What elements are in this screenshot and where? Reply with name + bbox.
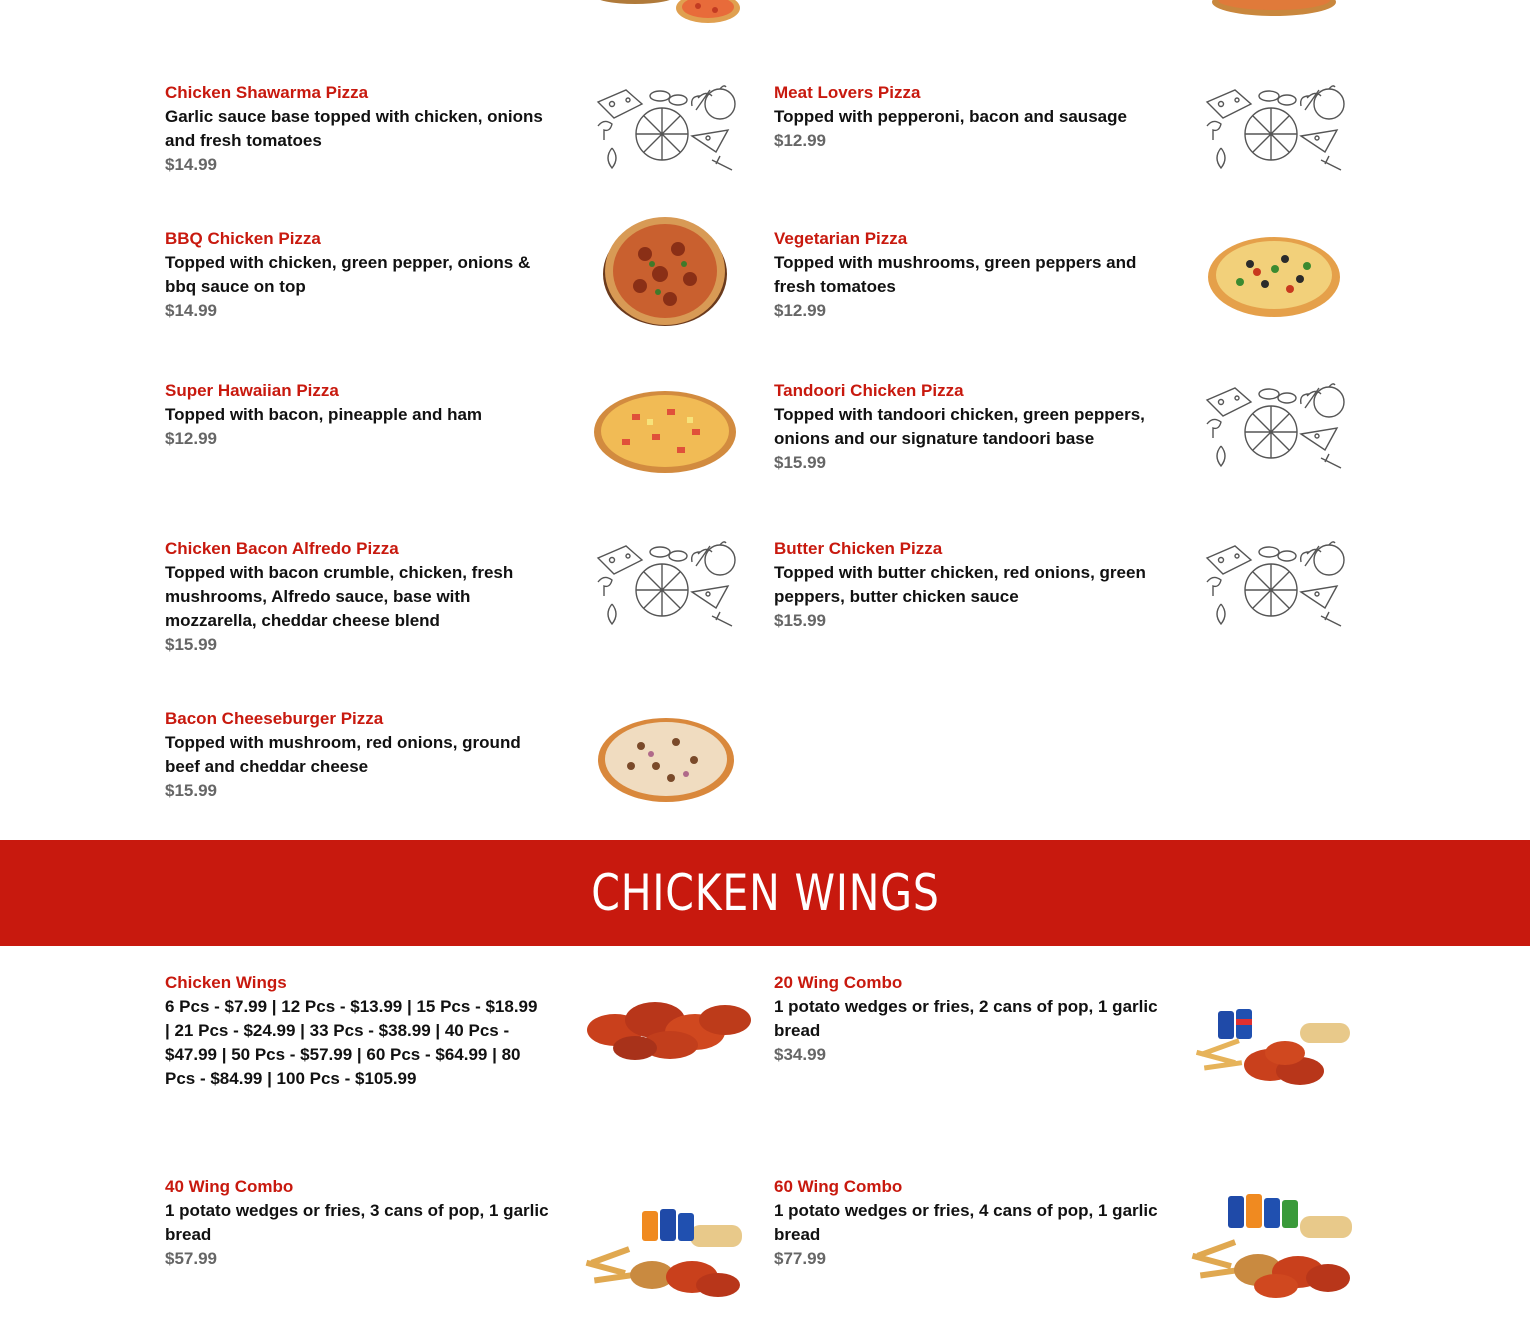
wing-combo-photo [1190,1005,1356,1093]
menu-item-tandoori-chicken-pizza [774,379,1164,475]
item-price: $57.99 [165,1249,217,1268]
menu-item-20-wing-combo [774,971,1164,1067]
item-description: 1 potato wedges or fries, 4 cans of pop, 1 garlic bread [774,1201,1158,1244]
item-price: $14.99 [165,301,217,320]
wings-photo [580,990,756,1066]
item-price: $15.99 [165,781,217,800]
menu-item-vegetarian-pizza [774,227,1164,323]
item-description: Topped with bacon crumble, chicken, fresh mushrooms, Alfredo sauce, base with mozzarella, cheddar cheese blend [165,563,514,630]
pizza-sketch-icon [592,540,740,628]
item-price: $12.99 [774,131,826,150]
item-name: Bacon Cheeseburger Pizza [165,709,384,728]
item-name: Chicken Shawarma Pizza [165,83,369,102]
item-name: Chicken Bacon Alfredo Pizza [165,539,399,558]
item-description: Topped with mushroom, red onions, ground beef and cheddar cheese [165,733,521,776]
item-description: Topped with pepperoni, bacon and sausage [774,107,1127,126]
menu-item-butter-chicken-pizza [774,537,1164,633]
item-name: 40 Wing Combo [165,1177,294,1196]
menu-item-chicken-wings [165,971,545,1091]
section-title: CHICKEN WINGS [590,864,940,922]
item-name: Meat Lovers Pizza [774,83,921,102]
menu-item-60-wing-combo [774,1175,1164,1271]
item-price: $34.99 [774,1045,826,1064]
item-price: $15.99 [165,635,217,654]
cheeseburger-pizza-photo [596,716,736,804]
chicken-wings-section-banner [0,840,1530,946]
item-description: 1 potato wedges or fries, 2 cans of pop, 1 garlic bread [774,997,1158,1040]
wing-combo-photo [1190,1190,1358,1302]
item-price: $12.99 [165,429,217,448]
item-name: 20 Wing Combo [774,973,903,992]
item-name: Tandoori Chicken Pizza [774,381,964,400]
menu-item-meat-lovers-pizza [774,81,1164,153]
menu-item-40-wing-combo [165,1175,555,1271]
pizza-photo-cropped-right [1208,0,1348,20]
pizza-sketch-icon [1201,382,1349,470]
item-name: Super Hawaiian Pizza [165,381,339,400]
pizza-photo-cropped-left [590,0,750,28]
item-description: Topped with chicken, green pepper, onions & bbq sauce on top [165,253,531,296]
hawaiian-pizza-photo [592,389,738,475]
item-description: Topped with tandoori chicken, green peppers, onions and our signature tandoori base [774,405,1145,448]
item-price: $15.99 [774,611,826,630]
item-description: Topped with mushrooms, green peppers and fresh tomatoes [774,253,1137,296]
item-name: BBQ Chicken Pizza [165,229,321,248]
menu-item-bbq-chicken-pizza [165,227,555,323]
menu-item-bacon-cheeseburger-pizza [165,707,555,803]
bbq-pizza-photo [600,214,730,328]
item-price: $12.99 [774,301,826,320]
item-name: 60 Wing Combo [774,1177,903,1196]
veg-pizza-photo [1205,234,1343,320]
item-price: $77.99 [774,1249,826,1268]
item-description: Topped with bacon, pineapple and ham [165,405,483,424]
item-description: Garlic sauce base topped with chicken, onions and fresh tomatoes [165,107,543,150]
pizza-sketch-icon [592,84,740,172]
wing-combo-photo [582,1205,748,1301]
menu-item-super-hawaiian-pizza [165,379,555,451]
item-price: $14.99 [165,155,217,174]
item-description: 1 potato wedges or fries, 3 cans of pop, 1 garlic bread [165,1201,549,1244]
item-name: Vegetarian Pizza [774,229,908,248]
item-description: 6 Pcs - $7.99 | 12 Pcs - $13.99 | 15 Pcs - $18.99 | 21 Pcs - $24.99 | 33 Pcs - $38.99 | 40 Pcs - $47.99 | 50 Pcs - $57.99 | 60 Pcs - $64.99 | 80 Pcs - $84.99 | 100 Pcs - $105.99 [165,997,538,1088]
item-description: Topped with butter chicken, red onions, green peppers, butter chicken sauce [774,563,1146,606]
menu-item-chicken-bacon-alfredo-pizza [165,537,555,657]
item-price: $15.99 [774,453,826,472]
item-name: Chicken Wings [165,973,287,992]
menu-item-chicken-shawarma-pizza [165,81,555,177]
item-name: Butter Chicken Pizza [774,539,943,558]
pizza-sketch-icon [1201,84,1349,172]
pizza-sketch-icon [1201,540,1349,628]
